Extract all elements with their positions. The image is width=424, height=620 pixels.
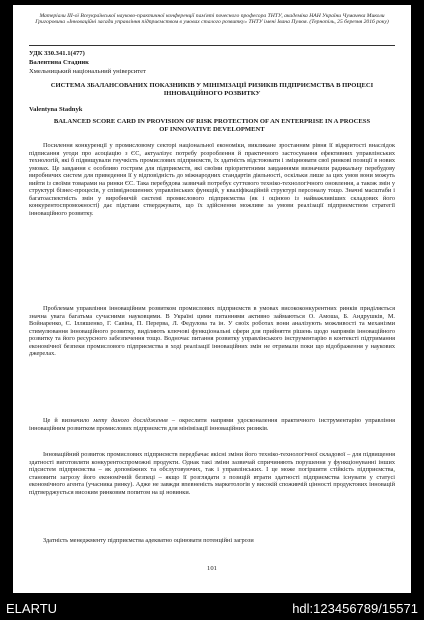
title-en: BALANCED SCORE CARD IN PROVISION OF RISK PROTECTION OF AN ENTERPRISE IN A PROCESS OF INNOVATIVE DEVELOPMENT [53, 118, 371, 133]
conference-header: Матеріали ІІІ-ої Всеукраїнської науково-практичної конференції пам'яті почесного професора ТНТУ, академіка НАН України Чумачека Миколи Григоровича «Інноваційні засади управління підприємством в умовах сталого розвитку» ТНТУ імені Івана Пулюя. (Тернопіль, 25 березня 2016 року) [35, 13, 389, 26]
footer-bar [0, 596, 424, 620]
paragraph-3-lead: Це й визначило [43, 417, 94, 424]
paragraph-1: Посилення конкуренції у промисловому секторі національної економіки, викликане зростанням рівня її відкритості внаслідок підписання угоди про асоціацію з ЄС, актуалізує потребу розроблення й практичного застосування ефективних управлінських технологій, які б підвищували гнучкість промислових підприємств, їх здатність відстоювати і зміцнювати свої ринкові позиції в нових умовах. Це завдання є особливо гострим для підприємств, які своїми пріоритетними завданнями визначили радикальну перебудову виробничих систем для приведення її у відповідність до міжнародних стандартів діяльності, оскільки лише за цих умов вони можуть вийти із своїми товарами на ринки ЄС. Така перебудова зазвичай потребує суттєвого техніко-технологічного оновлення, а також змін у структурі бізнес-процесів, у співвідношеннях управлінських функцій, у кваліфікаційній структурі персоналу тощо. Значні масштаби і багатоаспектність змін у виробничій системі промислового підприємства (як і оцінюю із найважливіших складових його конкурентоспроможності) дає підстави стверджувати, що їх здійснення можливе за умови реалізації підприємством стратегії інноваційного розвитку. [29, 142, 395, 217]
paragraph-2: Проблемам управління інноваційним розвитком промислових підприємств в умовах висококонкурентних ринків приділяється значна увага багатьма сучасними науковцями. В Україні цими питаннями активно займаються О. Амоша, Б. Андрушків, М. Войнаренко, С. Ілляшенко, Г. Савіна, П. Перерва, Л. Федулова та ін. У своїх роботах вони аналізують можливості та механізми стимулювання інноваційного розвитку, виділяють ключові функціональні сфери для прийняття рішень щодо напрямів інноваційного розвитку та його ресурсного забезпечення тощо. Водночас питання розвитку управлінського інструментарію в контексті підтримання економічної безпеки промислового підприємства в ході реалізації інноваційних змін не отримали поки що відображення у наукових джерелах. [29, 305, 395, 358]
document-page [13, 5, 411, 593]
footer-handle: hdl:123456789/15571 [292, 601, 418, 616]
footer-repository: ELARTU [6, 601, 58, 616]
title-ua: СИСТЕМА ЗБАЛАНСОВАНИХ ПОКАЗНИКІВ У МІНІМІЗАЦІЇ РИЗИКІВ ПІДПРИЄМСТВА В ПРОЦЕСІ ІННОВАЦІЙНОГО РОЗВИТКУ [50, 82, 374, 97]
paragraph-3 [29, 417, 395, 432]
udc-code: УДК 330.341.1(477) [29, 50, 85, 57]
paragraph-3-rest: – окреслити напрями удосконалення практичного інструментарію управління інноваційним розвитком промислових підприємств для мінімізації інноваційних ризиків. [29, 417, 395, 432]
paragraph-5: Здатність менеджменту підприємства адекватно оцінювати потенційні загрози [43, 537, 254, 544]
paragraph-3-italic: мету даного дослідження [93, 417, 168, 424]
author-en: Valentyna Stadnyk [29, 106, 83, 113]
page-number: 101 [207, 565, 217, 572]
paragraph-4: Інноваційний розвиток промислових підприємств передбачає якісні зміни його техніко-технологічної складової – для підвищення здатності виготовляти конкурентоспроможні продукти. Однак такі зміни зазвичай спричиняють порушення у функціонуванні інших підсистем підприємства – як допоміжних та обслуговуючих, так і управлінських. І це може погіршити стійкість підприємства, становити загрозу його економічній безпеці – якщо її розглядати з позицій втрати здатності підприємства існувати у статусі економічного агента (учасника ринку). Адже не завжди впевненість маркетологів у високій споживчій цінності продуктових інновацій підтверджується високим ринковим попитом на ці новинки. [29, 451, 395, 496]
header-divider [29, 45, 395, 46]
author-ua: Валентина Стадник [29, 59, 89, 66]
affiliation-ua: Хмельницький національний університет [29, 68, 146, 75]
